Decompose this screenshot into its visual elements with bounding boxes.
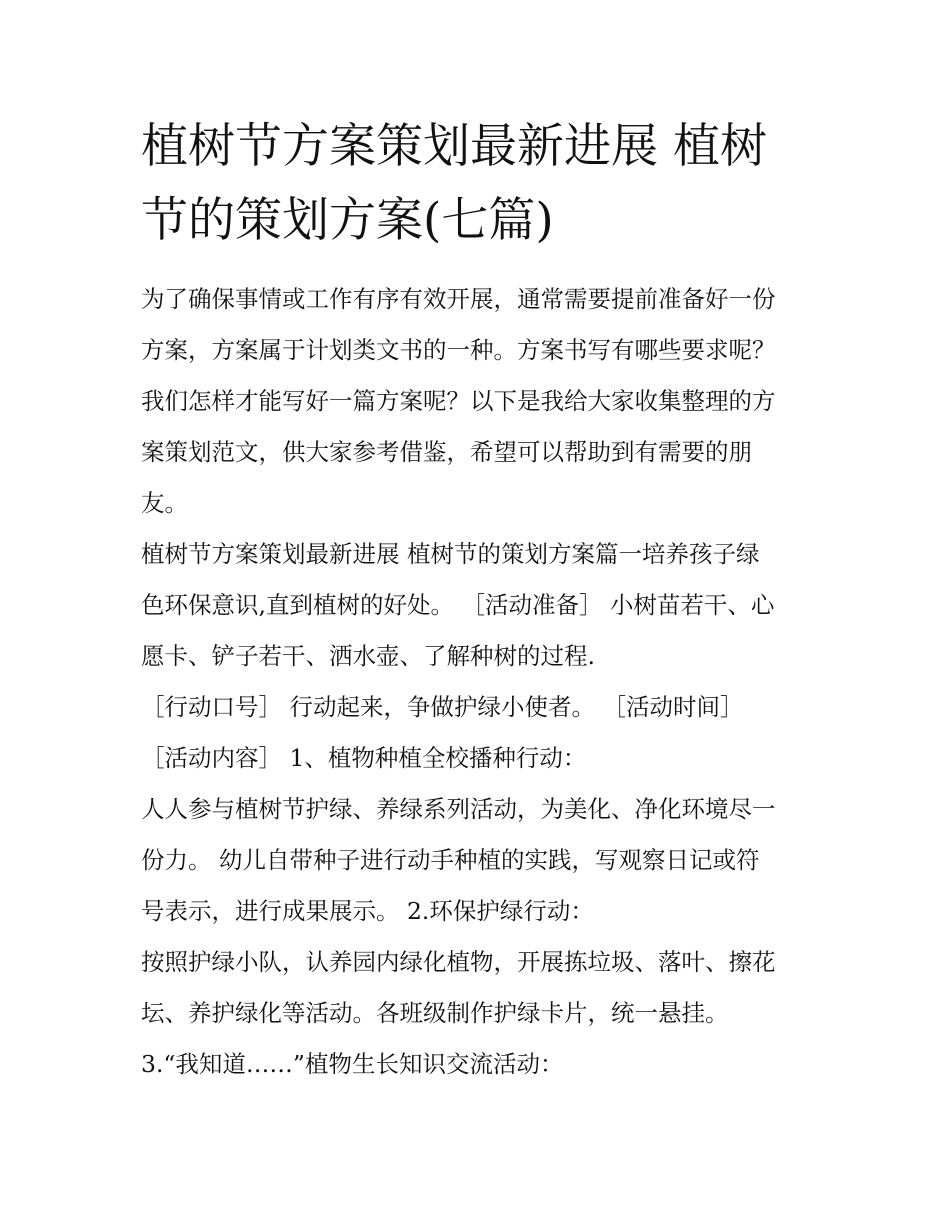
text-line: 人人参与植树节护绿、养绿系列活动，为美化、净化环境尽一 [141,795,776,823]
text-line: ［行动口号］ 行动起来，争做护绿小使者。 ［活动时间］ [141,693,744,721]
document-title [141,110,821,258]
text-line: 色环保意识,直到植树的好处。 ［活动准备］ 小树苗若干、心 [141,591,775,619]
document-page [141,110,821,1090]
intro-paragraph [141,274,821,529]
text-line: 友。 [141,489,188,517]
text-line: 按照护绿小队，认养园内绿化植物，开展拣垃圾、落叶、擦花 [141,948,776,976]
text-line: 份力。 幼儿自带种子进行动手种植的实践，写观察日记或符 [141,846,760,874]
knowledge-exchange-paragraph [141,1039,821,1090]
text-line: ［活动内容］ 1、植物种植全校播种行动： [141,744,587,772]
activity-paragraph [141,784,821,937]
text-line: 3.“我知道……”植物生长知识交流活动： [141,1050,564,1078]
document-body [141,274,821,1090]
text-line: 案策划范文，供大家参考借鉴，希望可以帮助到有需要的朋 [141,438,752,466]
text-line: 愿卡、铲子若干、洒水壶、了解种树的过程. [141,642,595,670]
text-line: 方案，方案属于计划类文书的一种。方案书写有哪些要求呢？ [141,336,776,364]
text-line: 植树节方案策划最新进展 植树节的策划方案篇一培养孩子绿 [141,540,760,568]
slogan-paragraph [141,682,821,784]
text-line: 坛、养护绿化等活动。各班级制作护绿卡片，统一悬挂。 [141,999,729,1027]
title-line: 节的策划方案(七篇) [141,193,554,248]
green-care-paragraph [141,937,821,1039]
section-one-paragraph [141,529,821,682]
text-line: 我们怎样才能写好一篇方案呢？以下是我给大家收集整理的方 [141,387,776,415]
text-line: 号表示，进行成果展示。 2.环保护绿行动： [141,897,594,925]
text-line: 为了确保事情或工作有序有效开展，通常需要提前准备好一份 [141,285,776,313]
title-line: 植树节方案策划最新进展 植树 [141,119,767,174]
